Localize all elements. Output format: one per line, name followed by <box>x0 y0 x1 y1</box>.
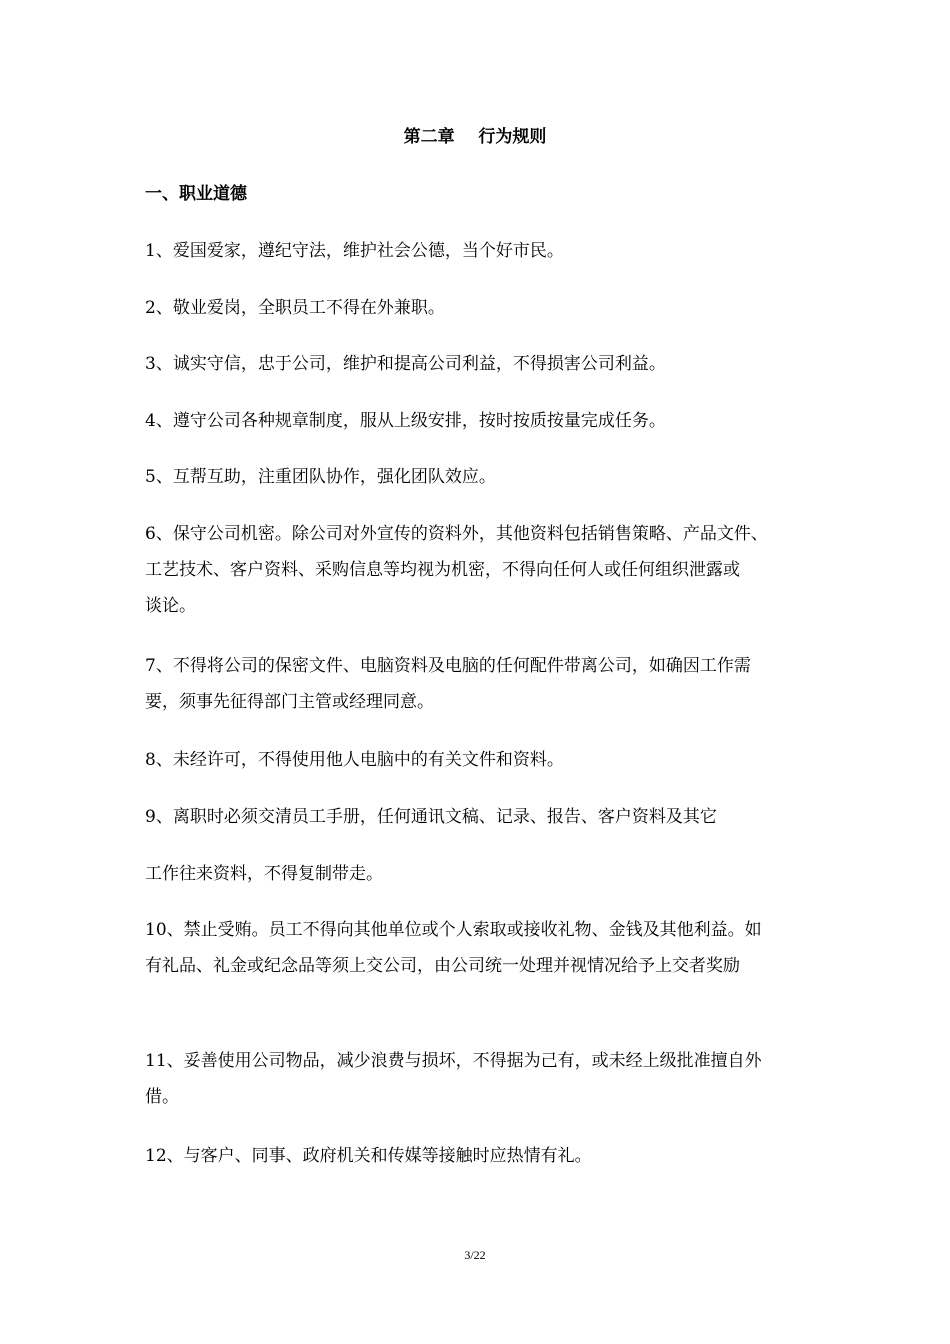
rule-item-9 <box>145 799 810 835</box>
rule-line: 1、爱国爱家，遵纪守法，维护社会公德，当个好市民。 <box>145 241 564 261</box>
rule-line: 8、未经许可，不得使用他人电脑中的有关文件和资料。 <box>145 750 564 770</box>
rule-item-2 <box>145 290 810 326</box>
rule-line: 7、不得将公司的保密文件、电脑资料及电脑的任何配件带离公司，如确因工作需 <box>145 656 751 676</box>
rule-line: 5、互帮互助，注重团队协作，强化团队效应。 <box>145 467 496 487</box>
rule-line: 借。 <box>145 1087 179 1107</box>
chapter-title: 第二章 行为规则 <box>403 127 547 147</box>
rule-line: 10、禁止受贿。员工不得向其他单位或个人索取或接收礼物、金钱及其他利益。如 <box>145 920 762 940</box>
section-title: 一、职业道德 <box>145 184 247 204</box>
rule-item-3 <box>145 346 810 382</box>
rule-item-5 <box>145 459 810 495</box>
rule-line: 要，须事先征得部门主管或经理同意。 <box>145 692 434 712</box>
rule-item-6 <box>145 516 810 624</box>
rule-line: 工作往来资料，不得复制带走。 <box>145 864 383 884</box>
rule-line: 9、离职时必须交清员工手册，任何通讯文稿、记录、报告、客户资料及其它 <box>145 807 717 827</box>
rule-line: 2、敬业爱岗，全职员工不得在外兼职。 <box>145 298 445 318</box>
rule-line: 工艺技术、客户资料、采购信息等均视为机密，不得向任何人或任何组织泄露或 <box>145 560 740 580</box>
rule-item-1 <box>145 233 810 269</box>
rule-line: 3、诚实守信，忠于公司，维护和提高公司利益，不得损害公司利益。 <box>145 354 666 374</box>
rule-item-8 <box>145 742 810 778</box>
page-number: 3/22 <box>464 1248 486 1262</box>
rule-line: 11、妥善使用公司物品，减少浪费与损坏，不得据为己有，或未经上级批准擅自外 <box>145 1051 762 1071</box>
rule-item-12 <box>145 1138 810 1174</box>
rule-item-7 <box>145 648 810 720</box>
rule-item-4 <box>145 403 810 439</box>
rule-line: 4、遵守公司各种规章制度，服从上级安排，按时按质按量完成任务。 <box>145 411 666 431</box>
rule-line: 6、保守公司机密。除公司对外宣传的资料外，其他资料包括销售策略、产品文件、 <box>145 524 768 544</box>
rule-line: 谈论。 <box>145 596 196 616</box>
rule-item-9-continued <box>145 856 810 892</box>
rule-item-10 <box>145 912 810 984</box>
rule-item-11 <box>145 1043 810 1115</box>
rule-line: 有礼品、礼金或纪念品等须上交公司，由公司统一处理并视情况给予上交者奖励 <box>145 956 740 976</box>
rule-line: 12、与客户、同事、政府机关和传媒等接触时应热情有礼。 <box>145 1146 592 1166</box>
